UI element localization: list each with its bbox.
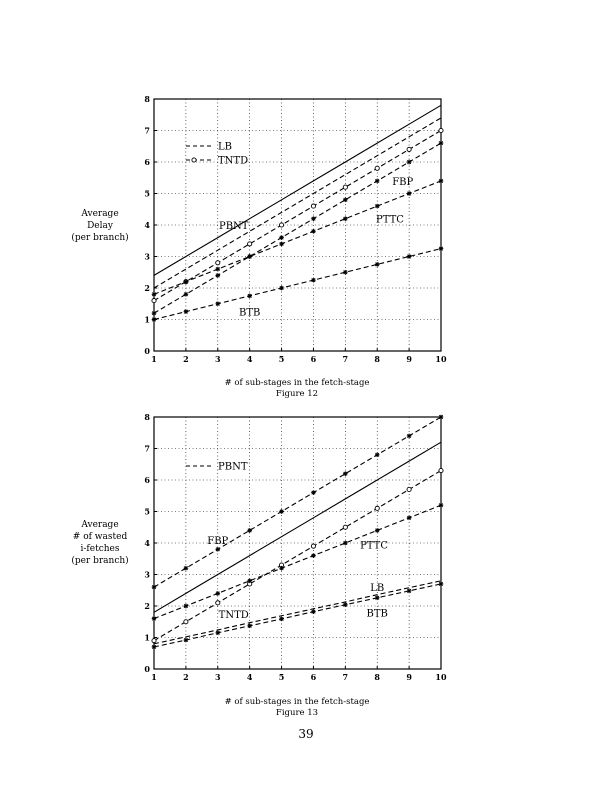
chart1-point-pttc [247,254,252,259]
chart2-x-tick-label: 7 [342,672,349,682]
chart2-y-axis-label [60,519,140,567]
chart1-annotation-pbnt: PBNT [218,221,249,232]
chart1-legend [186,142,248,167]
chart2-x-tick-label: 1 [151,672,157,682]
chart1-series-btb [152,246,444,321]
chart1-point-tntd [279,223,283,227]
chart1-point-fbp [439,141,444,146]
chart1-x-tick-label: 5 [278,354,285,364]
chart1-y-tick-label: 1 [144,314,150,325]
chart2-legend-label: PBNT [218,461,248,473]
chart2-ylabel-line: # of wasted [72,532,128,542]
chart1-point-tntd [343,185,347,189]
chart1-y-tick-label: 4 [144,220,150,230]
chart1-y-tick-label: 0 [144,346,150,356]
chart1-y-tick-label: 5 [144,188,150,199]
chart2-x-tick-label: 5 [278,672,285,682]
chart1-point-tntd [216,261,220,265]
chart1-point-tntd [375,166,379,170]
chart2-y-tick-label: 0 [144,664,150,674]
chart2-x-tick-label: 9 [406,672,412,682]
chart2-ylabel-line: (per branch) [71,556,129,566]
chart1-x-tick-label: 4 [246,354,253,364]
chart2-annotation-lb: LB [370,583,385,595]
chart1-point-fbp [375,179,380,184]
chart1-point-btb [184,309,189,314]
chart1-point-btb [343,270,348,275]
chart2-x-axis-label: # of sub-stages in the fetch-stage [224,697,370,707]
chart2-y-tick-label: 1 [144,632,150,643]
chart1-annotation-pttc: PTTC [376,214,404,226]
chart1-ylabel-line: Average [81,209,119,219]
chart1-point-btb [375,262,380,267]
chart1-point-btb [439,246,444,251]
chart2-ylabel-line: Average [81,520,119,530]
chart1-x-tick-label: 3 [214,354,221,364]
chart1-point-btb [311,278,316,283]
chart1-y-tick-label: 3 [144,251,150,262]
chart1-line-pbnt [154,105,441,275]
chart1-x-tick-label: 6 [310,354,317,364]
chart1-point-fbp [311,216,316,221]
chart2-y-tick-label: 3 [144,569,150,580]
chart1-x-tick-label: 2 [183,354,189,364]
chart1-annotation-btb: BTB [238,307,261,319]
chart2-y-tick-label: 2 [144,601,150,611]
chart1-ylabel-line: Delay [87,221,113,231]
chart1-point-fbp [343,198,348,203]
chart2-y-tick-label: 8 [144,412,150,422]
chart2-y-tick-label: 7 [144,443,150,454]
chart1-point-pttc [311,229,316,234]
chart2-y-tick-label: 4 [144,538,150,548]
chart1-y-tick-label: 7 [144,125,150,136]
chart1-point-pttc [439,179,444,184]
chart2-x-tick-label: 4 [246,672,253,682]
chart2-annotation-btb: BTB [366,608,388,620]
chart2-ylabel-line: i-fetches [80,544,120,554]
chart1-point-fbp [184,292,189,297]
chart1-line-fbp [154,143,441,313]
chart1-point-fbp [152,311,157,316]
chart1-point-tntd [248,242,252,246]
figure-13-caption: Figure 13 [275,708,319,718]
chart2-x-tick-label: 10 [435,672,447,682]
chart1-x-tick-label: 8 [374,354,381,364]
chart1-point-pttc [343,216,348,221]
chart1-ylabel-line: (per branch) [71,233,129,243]
chart1-legend-marker [192,158,196,162]
chart1-x-tick-label: 1 [151,354,157,364]
chart1-point-tntd [152,299,156,303]
chart1-point-pttc [375,204,380,209]
chart1-point-pttc [407,191,412,196]
chart1-series-lb [154,118,441,288]
chart2-annotation-tntd: TNTD [218,609,249,621]
chart1-point-btb [407,254,412,259]
chart2-annotation-fbp: FBP [207,535,229,547]
chart2-y-tick-label: 6 [144,475,150,485]
chart1-annotation-fbp: FBP [392,176,414,188]
chart1-point-pttc [279,242,284,247]
chart1-series-pttc [152,176,444,297]
chart1-point-tntd [407,147,411,151]
chart1-point-btb [215,301,220,306]
chart1-legend-label: LB [218,141,232,153]
chart1-point-fbp [407,160,412,165]
chart1-series-pbnt [154,105,441,275]
chart1-y-tick-label: 2 [144,283,150,293]
chart2-x-tick-label: 3 [214,672,221,682]
chart1-point-btb [247,294,252,299]
chart1-x-tick-label: 10 [435,354,447,364]
chart1-y-tick-label: 6 [144,157,150,167]
chart1-point-btb [152,317,157,322]
chart2-x-tick-label: 2 [183,672,189,682]
chart1-point-btb [279,286,284,291]
chart1-point-pttc [215,267,220,272]
chart1-line-lb [154,118,441,288]
chart1-series-fbp [152,141,444,316]
chart2-annotation-pttc: PTTC [360,540,388,552]
chart2-y-tick-label: 5 [144,506,150,517]
chart1-line-pttc [154,181,441,294]
chart1-x-tick-label: 9 [406,354,412,364]
chart1-x-axis-label: # of sub-stages in the fetch-stage [224,378,370,388]
chart1-point-tntd [439,128,443,132]
chart1-x-tick-label: 7 [342,354,349,364]
page-number: 39 [298,727,314,741]
figure-12-caption: Figure 12 [275,389,319,399]
chart1-point-fbp [279,235,284,240]
chart1-line-btb [154,249,441,320]
chart2-x-tick-label: 8 [374,672,381,682]
chart1-point-fbp [215,273,220,278]
chart1-legend-label: TNTD [218,155,249,167]
chart2-x-tick-label: 6 [310,672,317,682]
chart1-point-pttc [152,292,157,297]
chart1-point-pttc [184,279,189,284]
chart1-point-tntd [311,204,315,208]
chart1-y-tick-label: 8 [144,94,150,104]
